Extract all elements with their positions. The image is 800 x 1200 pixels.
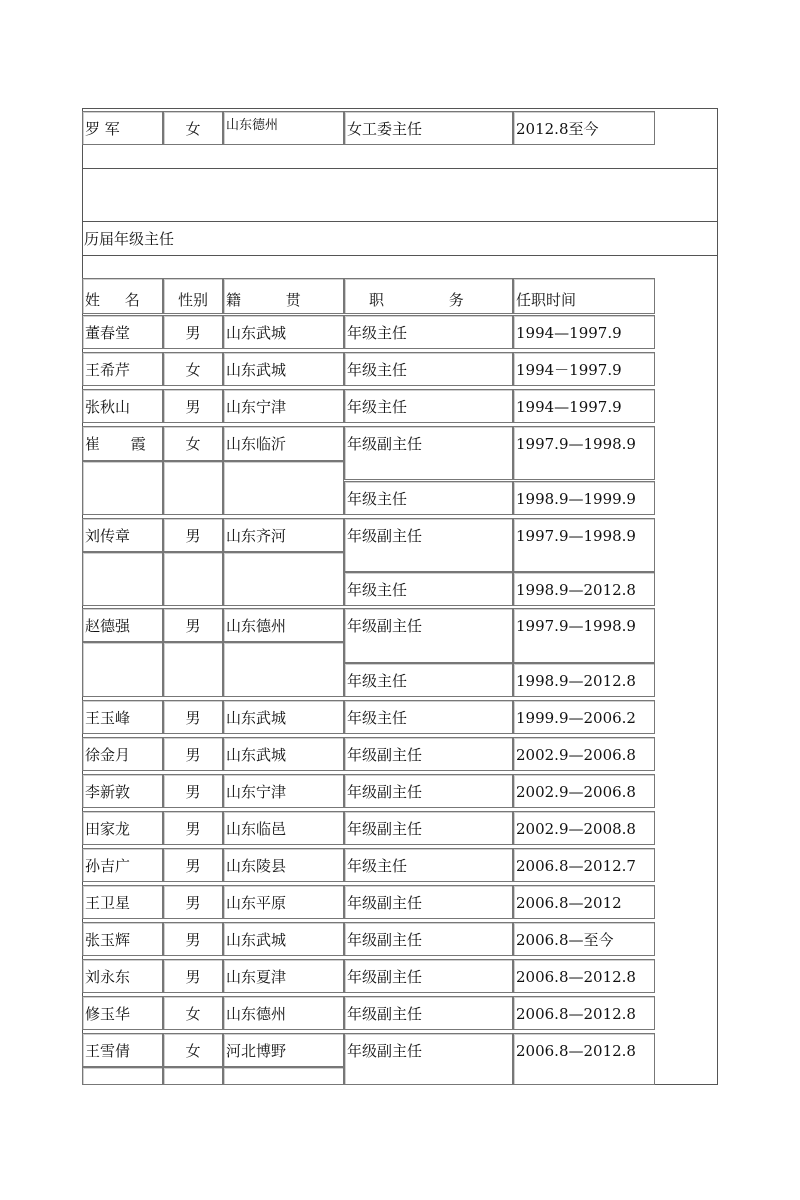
header-position: 职 务 <box>344 278 513 314</box>
table-row-14-origin: 山东德州 <box>223 996 344 1030</box>
divider <box>82 221 718 222</box>
table-row-8-origin: 山东宁津 <box>223 774 344 808</box>
table-row-5-origin: 山东德州 <box>223 608 344 642</box>
top-row-position: 女工委主任 <box>344 111 513 145</box>
table-row-6-origin: 山东武城 <box>223 700 344 734</box>
table-row-7-period: 2002.9—2006.8 <box>513 737 655 771</box>
table-row-7-gender: 男 <box>163 737 223 771</box>
table-row-9-origin: 山东临邑 <box>223 811 344 845</box>
table-row-13-name: 刘永东 <box>82 959 163 993</box>
top-row-period: 2012.8至今 <box>513 111 655 145</box>
header-period: 任职时间 <box>513 278 655 314</box>
table-row-5-position2: 年级主任 <box>344 663 513 697</box>
table-row-15-position: 年级副主任 <box>344 1033 513 1085</box>
table-row-4-position: 年级副主任 <box>344 518 513 572</box>
table-row-4-gender-empty <box>163 552 223 606</box>
table-row-15-origin-empty <box>223 1067 344 1085</box>
top-row-origin-text: 山东德州 <box>226 118 279 133</box>
table-row-15-origin: 河北博野 <box>223 1033 344 1067</box>
table-row-7-name: 徐金月 <box>82 737 163 771</box>
table-row-6-name: 王玉峰 <box>82 700 163 734</box>
table-row-4-origin: 山东齐河 <box>223 518 344 552</box>
table-row-6-position: 年级主任 <box>344 700 513 734</box>
table-row-5-gender: 男 <box>163 608 223 642</box>
table-row-9-gender: 男 <box>163 811 223 845</box>
table-row-2-gender: 男 <box>163 389 223 423</box>
table-row-4-period2: 1998.9—2012.8 <box>513 572 655 606</box>
table-row-1-position: 年级主任 <box>344 352 513 386</box>
header-name: 姓 名 <box>82 278 163 314</box>
table-row-9-name: 田家龙 <box>82 811 163 845</box>
table-row-8-name: 李新敦 <box>82 774 163 808</box>
table-row-9-position: 年级副主任 <box>344 811 513 845</box>
table-row-12-period: 2006.8—至今 <box>513 922 655 956</box>
table-row-15-name-empty <box>82 1067 163 1085</box>
table-row-13-origin: 山东夏津 <box>223 959 344 993</box>
table-row-4-name: 刘传章 <box>82 518 163 552</box>
table-row-13-period: 2006.8—2012.8 <box>513 959 655 993</box>
table-row-10-period: 2006.8—2012.7 <box>513 848 655 882</box>
table-row-4-gender: 男 <box>163 518 223 552</box>
table-row-8-gender: 男 <box>163 774 223 808</box>
table-row-11-period: 2006.8—2012 <box>513 885 655 919</box>
table-row-2-period: 1994—1997.9 <box>513 389 655 423</box>
table-row-12-position: 年级副主任 <box>344 922 513 956</box>
table-row-12-gender: 男 <box>163 922 223 956</box>
table-row-3-name: 崔 霞 <box>82 426 163 461</box>
table-row-3-position2: 年级主任 <box>344 481 513 515</box>
top-row-origin <box>223 111 344 145</box>
table-row-1-name: 王希芹 <box>82 352 163 386</box>
table-row-3-name-empty <box>82 461 163 515</box>
table-row-11-gender: 男 <box>163 885 223 919</box>
table-row-3-origin-empty <box>223 461 344 515</box>
table-row-10-gender: 男 <box>163 848 223 882</box>
table-row-0-name: 董春堂 <box>82 315 163 349</box>
table-row-2-origin: 山东宁津 <box>223 389 344 423</box>
header-origin: 籍 贯 <box>223 278 344 314</box>
divider <box>82 168 718 169</box>
table-row-1-gender: 女 <box>163 352 223 386</box>
top-row-gender: 女 <box>163 111 223 145</box>
table-row-8-position: 年级副主任 <box>344 774 513 808</box>
table-row-11-name: 王卫星 <box>82 885 163 919</box>
table-row-7-position: 年级副主任 <box>344 737 513 771</box>
table-row-11-origin: 山东平原 <box>223 885 344 919</box>
table-row-3-position: 年级副主任 <box>344 426 513 480</box>
table-row-14-name: 修玉华 <box>82 996 163 1030</box>
table-row-14-period: 2006.8—2012.8 <box>513 996 655 1030</box>
table-row-2-position: 年级主任 <box>344 389 513 423</box>
table-row-10-origin: 山东陵县 <box>223 848 344 882</box>
table-row-8-period: 2002.9—2006.8 <box>513 774 655 808</box>
table-row-0-position: 年级主任 <box>344 315 513 349</box>
table-row-2-name: 张秋山 <box>82 389 163 423</box>
table-row-11-position: 年级副主任 <box>344 885 513 919</box>
table-row-13-position: 年级副主任 <box>344 959 513 993</box>
table-row-5-position: 年级副主任 <box>344 608 513 663</box>
table-row-3-period2: 1998.9—1999.9 <box>513 481 655 515</box>
table-row-0-period: 1994—1997.9 <box>513 315 655 349</box>
table-row-5-gender-empty <box>163 642 223 697</box>
table-row-3-gender: 女 <box>163 426 223 461</box>
table-row-5-origin-empty <box>223 642 344 697</box>
table-row-5-period: 1997.9—1998.9 <box>513 608 655 663</box>
table-row-3-gender-empty <box>163 461 223 515</box>
table-row-12-origin: 山东武城 <box>223 922 344 956</box>
table-row-9-period: 2002.9—2008.8 <box>513 811 655 845</box>
table-row-15-gender-empty <box>163 1067 223 1085</box>
table-row-15-period: 2006.8—2012.8 <box>513 1033 655 1085</box>
section-title: 历届年级主任 <box>84 230 175 248</box>
table-row-13-gender: 男 <box>163 959 223 993</box>
table-row-4-name-empty <box>82 552 163 606</box>
table-row-10-position: 年级主任 <box>344 848 513 882</box>
table-row-6-period: 1999.9—2006.2 <box>513 700 655 734</box>
table-row-4-position2: 年级主任 <box>344 572 513 606</box>
table-row-12-name: 张玉辉 <box>82 922 163 956</box>
table-row-1-period: 1994－1997.9 <box>513 352 655 386</box>
table-row-5-name: 赵德强 <box>82 608 163 642</box>
table-row-4-period: 1997.9—1998.9 <box>513 518 655 572</box>
table-row-14-position: 年级副主任 <box>344 996 513 1030</box>
table-row-0-origin: 山东武城 <box>223 315 344 349</box>
table-row-5-period2: 1998.9—2012.8 <box>513 663 655 697</box>
table-row-10-name: 孙吉广 <box>82 848 163 882</box>
divider <box>82 255 718 256</box>
table-row-3-origin: 山东临沂 <box>223 426 344 461</box>
table-row-3-period: 1997.9—1998.9 <box>513 426 655 480</box>
table-row-15-name: 王雪倩 <box>82 1033 163 1067</box>
table-row-14-gender: 女 <box>163 996 223 1030</box>
table-row-7-origin: 山东武城 <box>223 737 344 771</box>
top-row-name: 罗 军 <box>82 111 163 145</box>
table-row-15-gender: 女 <box>163 1033 223 1067</box>
table-row-5-name-empty <box>82 642 163 697</box>
header-gender: 性别 <box>163 278 223 314</box>
table-row-4-origin-empty <box>223 552 344 606</box>
table-row-0-gender: 男 <box>163 315 223 349</box>
table-row-1-origin: 山东武城 <box>223 352 344 386</box>
table-row-6-gender: 男 <box>163 700 223 734</box>
